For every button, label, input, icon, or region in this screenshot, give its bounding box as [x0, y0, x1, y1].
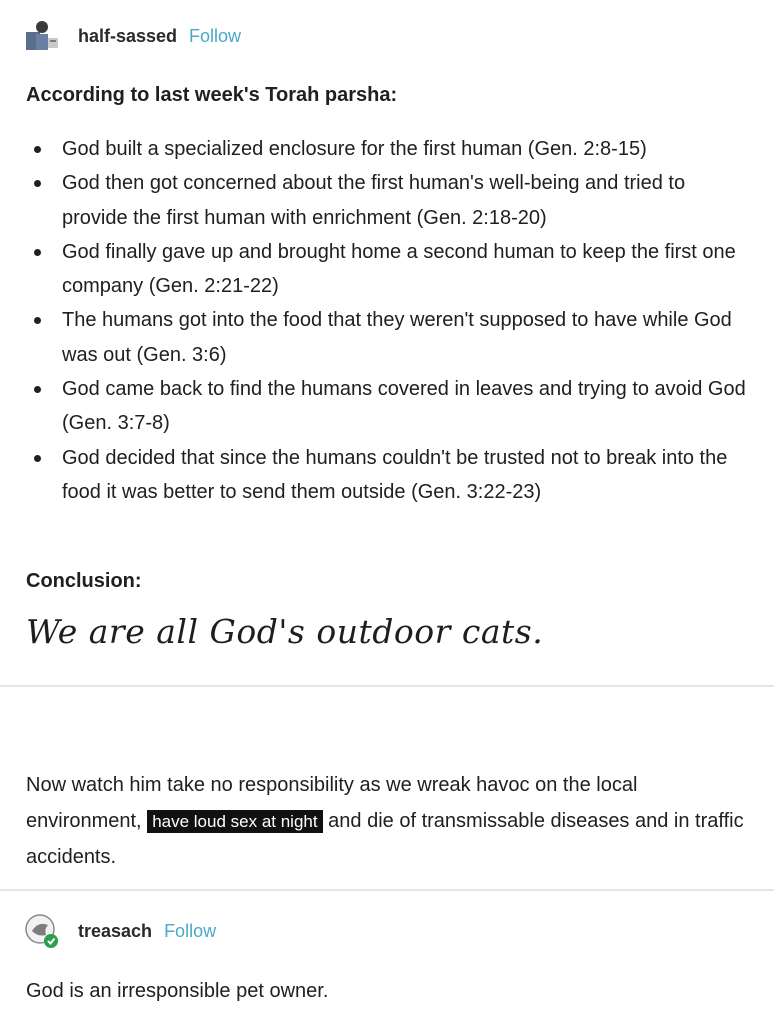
follow-button[interactable]: Follow — [164, 920, 217, 941]
follow-button[interactable]: Follow — [189, 25, 242, 46]
bullet-dot — [34, 249, 41, 256]
divider — [0, 889, 774, 891]
reply-text: God is an irresponsible pet owner. — [26, 980, 329, 1002]
conclusion-label: Conclusion: — [26, 570, 142, 592]
bullet-text: God decided that since the humans couldn't be trusted not to break into the food it was better to send them outside (Gen. 3:22-23) — [62, 446, 728, 503]
highlighted-text: have loud sex at night — [147, 810, 322, 833]
bullet-dot — [34, 146, 41, 153]
conclusion-script: We are all God's outdoor cats. — [26, 612, 544, 651]
avatar-treasach[interactable] — [24, 913, 60, 949]
list-item — [26, 132, 756, 166]
avatar-half-sassed[interactable] — [24, 18, 60, 54]
list-item — [26, 441, 756, 510]
username[interactable]: half-sassed — [78, 25, 178, 46]
post-header-treasach — [24, 913, 216, 949]
list-item — [26, 166, 756, 235]
list-item — [26, 372, 756, 441]
list-item — [26, 235, 756, 304]
divider — [0, 685, 774, 687]
bullet-dot — [34, 180, 41, 187]
bullet-text: God built a specialized enclosure for the first human (Gen. 2:8-15) — [62, 138, 647, 160]
avatar-icon — [24, 18, 60, 54]
bullet-text: God then got concerned about the first human's well-being and tried to provide the first human with enrichment (Gen. 2:18-20) — [62, 172, 686, 229]
bullet-text: God came back to find the humans covered in leaves and trying to avoid God (Gen. 3:7-8) — [62, 378, 746, 435]
bullet-dot — [34, 317, 41, 324]
reply-text-before: Now watch him take no responsibility as we wreak havoc on the local environment, — [26, 774, 638, 832]
post-header-half-sassed — [24, 18, 241, 54]
list-item — [26, 303, 756, 372]
bullet-text: The humans got into the food that they weren't supposed to have while God was out (Gen. 3:6) — [62, 309, 732, 366]
reply-text — [26, 767, 750, 875]
post-intro: According to last week's Torah parsha: — [26, 84, 398, 106]
bullet-dot — [34, 455, 41, 462]
username[interactable]: treasach — [78, 920, 153, 941]
bullet-text: God finally gave up and brought home a second human to keep the first one company (Gen. 2:21-22) — [62, 240, 736, 298]
bullet-list — [26, 132, 756, 509]
reply-text-after: and die of transmissable diseases and in traffic accidents. — [26, 810, 744, 868]
bullet-dot — [34, 386, 41, 393]
avatar-icon — [24, 913, 60, 949]
